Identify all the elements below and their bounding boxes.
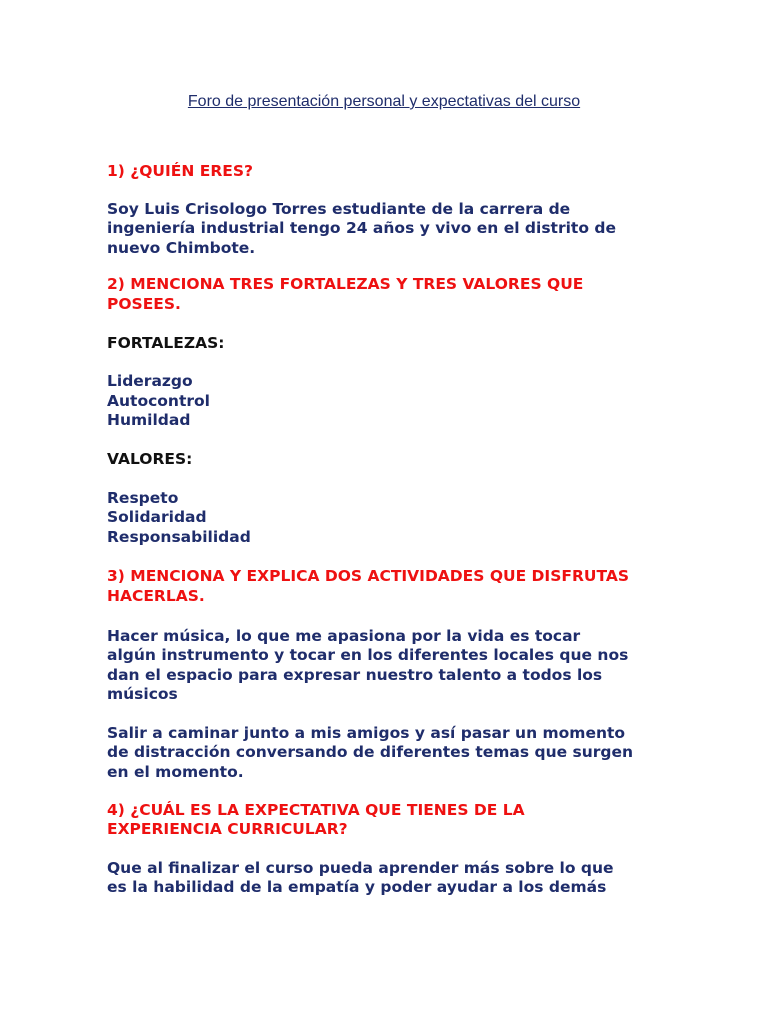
list-item: Liderazgo [107, 372, 193, 391]
heading-line: 2) MENCIONA TRES FORTALEZAS Y TRES VALORES QUE [107, 275, 584, 294]
answer-line: dan el espacio para expresar nuestro talento a todos los [107, 665, 603, 684]
answer-line: algún instrumento y tocar en los diferentes locales que nos [107, 646, 629, 665]
question-4-heading [107, 801, 667, 840]
answer-line: ingeniería industrial tengo 24 años y vivo en el distrito de [107, 219, 616, 238]
answer-line: músicos [107, 685, 178, 704]
list-item: Autocontrol [107, 391, 210, 410]
question-1-answer [107, 200, 667, 259]
list-item: Respeto [107, 488, 179, 507]
heading-line: EXPERIENCIA CURRICULAR? [107, 820, 348, 839]
valores-label: VALORES: [107, 449, 193, 468]
question-4-answer [107, 859, 667, 898]
list-item: Responsabilidad [107, 527, 251, 546]
question-3-heading [107, 567, 667, 606]
activity-1-paragraph [107, 627, 667, 705]
answer-line: Que al finalizar el curso pueda aprender más sobre lo que [107, 858, 614, 877]
activity-2-paragraph [107, 724, 667, 783]
heading-line: 4) ¿CUÁL ES LA EXPECTATIVA QUE TIENES DE LA [107, 800, 525, 819]
question-2-heading [107, 275, 667, 314]
answer-line: de distracción conversando de diferentes temas que surgen [107, 743, 634, 762]
fortalezas-label: FORTALEZAS: [107, 333, 225, 352]
answer-line: es la habilidad de la empatía y poder ayudar a los demás [107, 878, 607, 897]
answer-line: nuevo Chimbote. [107, 238, 256, 257]
heading-line: 3) MENCIONA Y EXPLICA DOS ACTIVIDADES QUE DISFRUTAS [107, 567, 629, 586]
list-item: Humildad [107, 411, 191, 430]
valores-list [107, 489, 667, 548]
question-1-heading: 1) ¿QUIÉN ERES? [107, 162, 254, 180]
heading-line: POSEES. [107, 294, 181, 313]
document-title: Foro de presentación personal y expectativas del curso [187, 93, 581, 110]
answer-line: Hacer música, lo que me apasiona por la vida es tocar [107, 626, 581, 645]
fortalezas-list [107, 372, 667, 431]
answer-line: en el momento. [107, 763, 244, 782]
answer-line: Salir a caminar junto a mis amigos y así pasar un momento [107, 723, 626, 742]
list-item: Solidaridad [107, 508, 207, 527]
document-body [107, 162, 667, 898]
heading-line: HACERLAS. [107, 586, 205, 605]
answer-line: Soy Luis Crisologo Torres estudiante de la carrera de [107, 199, 571, 218]
